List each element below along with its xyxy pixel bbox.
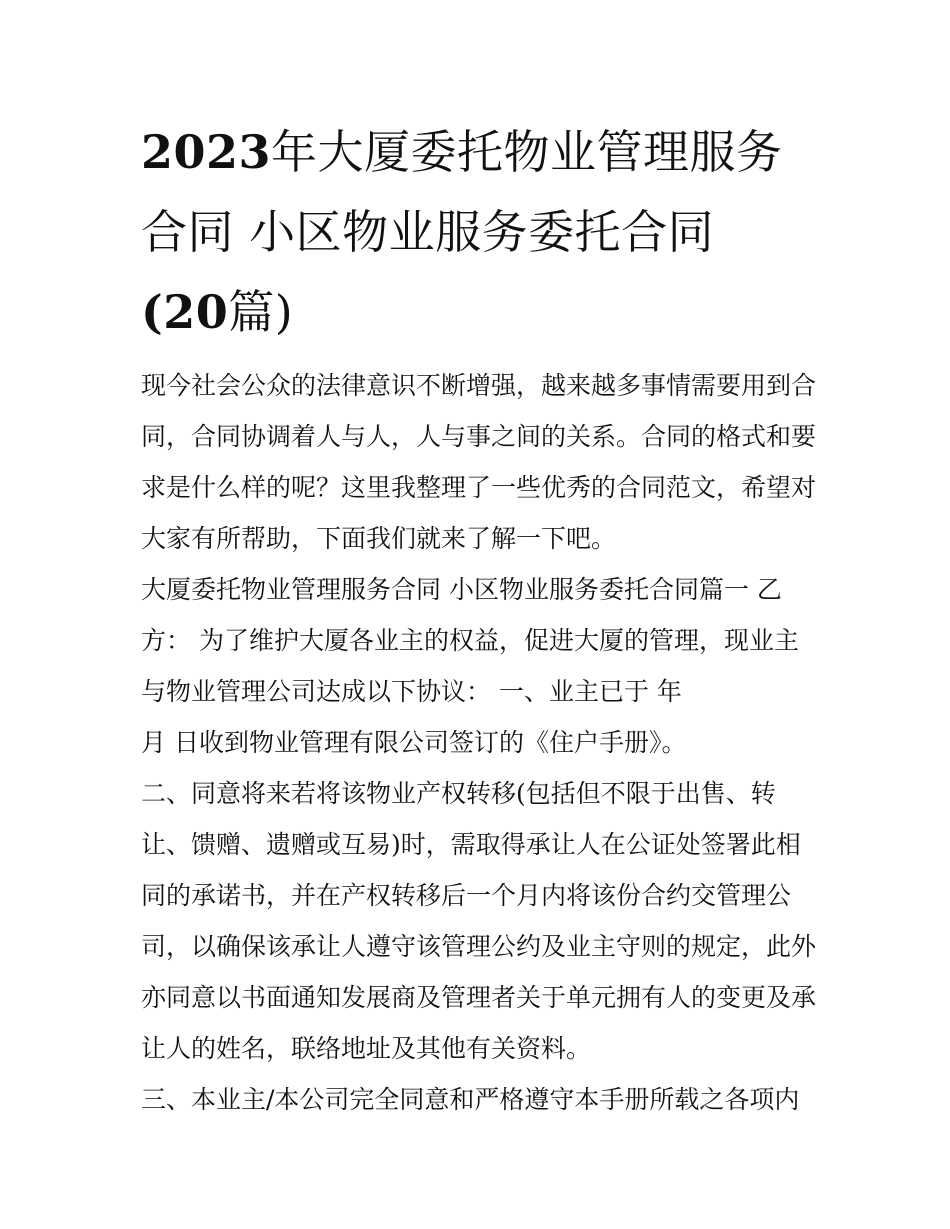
body-line: 二、同意将来若将该物业产权转移(包括但不限于出售、转 bbox=[141, 779, 776, 808]
body-line: 司，以确保该承让人遵守该管理公约及业主守则的规定，此外 bbox=[141, 932, 817, 961]
title-line-text: 年大厦委托物业管理服务 bbox=[271, 125, 783, 179]
title-line bbox=[141, 112, 821, 192]
body-line: 大家有所帮助，下面我们就来了解一下吧。 bbox=[141, 524, 617, 553]
body-line: 求是什么样的呢？这里我整理了一些优秀的合同范文，希望对 bbox=[141, 473, 817, 502]
title-line-text: 篇) bbox=[228, 285, 294, 339]
body-line: 月 日收到物业管理有限公司签订的《住户手册》。 bbox=[141, 728, 687, 757]
body-line: 与物业管理公司达成以下协议： 一、业主已于 年 bbox=[141, 677, 682, 706]
document-content bbox=[141, 112, 821, 1125]
body-line: 让人的姓名，联络地址及其他有关资料。 bbox=[141, 1034, 592, 1063]
body-line: 大厦委托物业管理服务合同 小区物业服务委托合同篇一 乙 bbox=[141, 575, 782, 604]
title-line-bold: 2023 bbox=[141, 125, 272, 179]
body-line: 三、本业主/本公司完全同意和严格遵守本手册所载之各项内 bbox=[141, 1085, 800, 1114]
body-line: 方： 为了维护大厦各业主的权益，促进大厦的管理，现业主 bbox=[141, 626, 799, 655]
body-line: 同的承诺书，并在产权转移后一个月内将该份合约交管理公 bbox=[141, 881, 792, 910]
body-line: 同，合同协调着人与人，人与事之间的关系。合同的格式和要 bbox=[141, 422, 817, 451]
body-line: 让、馈赠、遗赠或互易)时，需取得承让人在公证处签署此相 bbox=[141, 830, 801, 859]
body-line: 亦同意以书面通知发展商及管理者关于单元拥有人的变更及承 bbox=[141, 983, 817, 1012]
title-line-bold: (20 bbox=[141, 285, 229, 339]
title-line bbox=[141, 272, 821, 352]
document-title bbox=[141, 112, 821, 352]
title-line-text: 合同 小区物业服务委托合同 bbox=[141, 205, 715, 259]
body-line: 现今社会公众的法律意识不断增强，越来越多事情需要用到合 bbox=[141, 371, 817, 400]
document-body bbox=[141, 360, 821, 1125]
title-line bbox=[141, 192, 821, 272]
